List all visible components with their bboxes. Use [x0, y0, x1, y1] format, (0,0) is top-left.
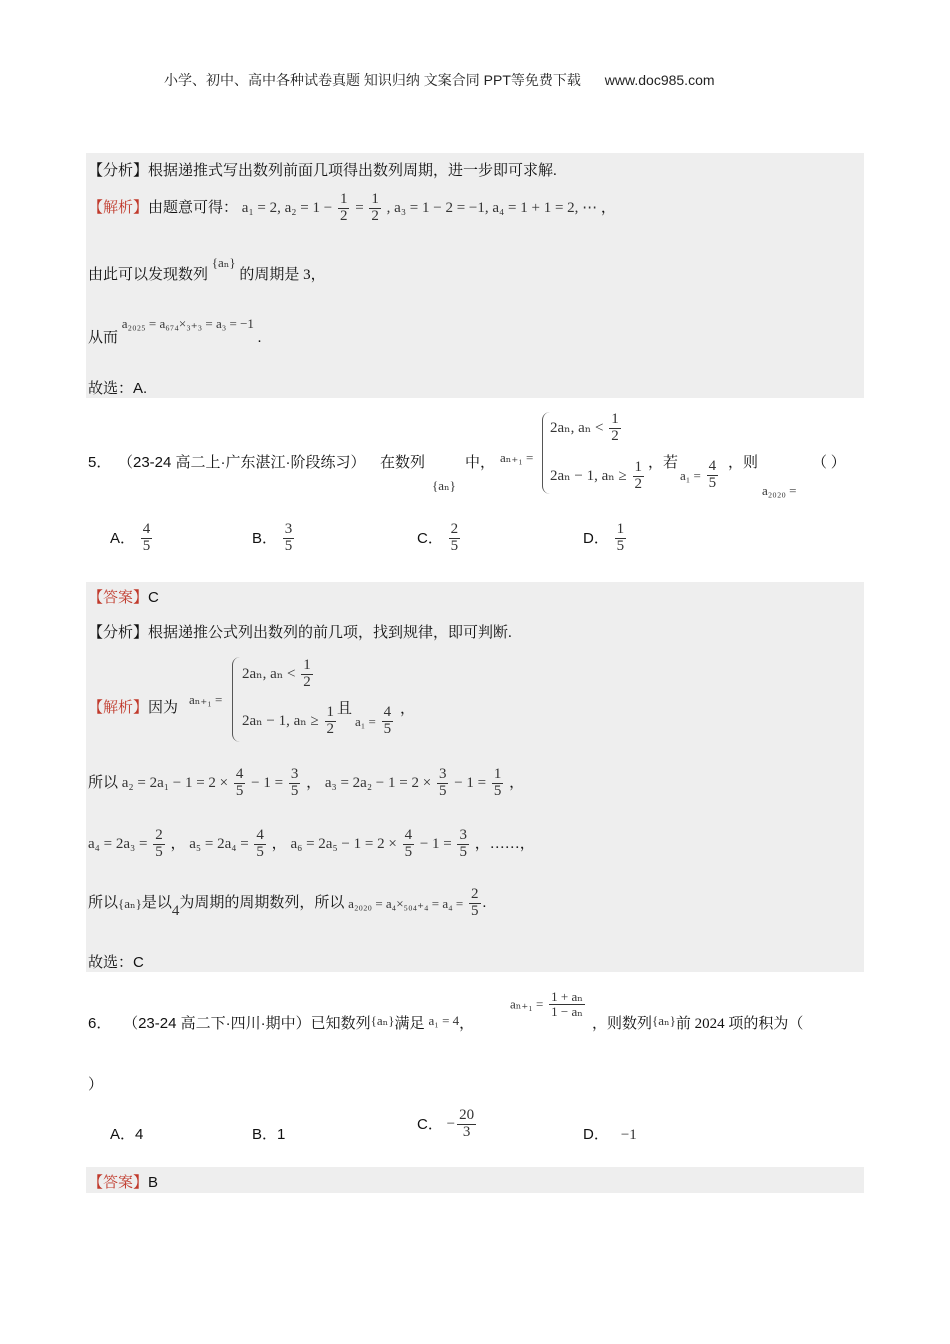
answer-block-q6 — [86, 1167, 864, 1193]
solution-tag: 【解析】 — [88, 199, 149, 216]
q5-answer-line — [88, 586, 159, 607]
q6-close-paren: ） — [88, 1077, 104, 1093]
q6-option-b[interactable]: B．1 — [252, 1126, 286, 1143]
q5-sol-case2: 2aₙ − 1, aₙ ≥ $\frac{1}{2}$ — [242, 704, 334, 737]
q5-seq: {aₙ} — [432, 478, 456, 493]
q5-text-a: 在数列 — [380, 455, 426, 471]
q5-solution-tag-line: 【解析】因为 — [88, 700, 179, 716]
period-text-a: 由此可以发现数列 — [88, 267, 209, 283]
solution-line-q4: 【解析】由题意可得： a₁ = 2, a₂ = 1 − $\frac{1}{2}$ = $\frac{1}{2}$ , a₃ = 1 − 2 = −1, a₄ = 1 + 1 = 2, ⋯ ， — [88, 191, 616, 224]
answer-value: C — [148, 589, 159, 606]
q5-sol-end: ， — [400, 701, 416, 717]
analysis-text: 根据递推公式列出数列的前几项，找到规律，即可判断. — [148, 625, 512, 641]
header-url[interactable]: www.doc985.com — [604, 72, 715, 88]
solution-tag: 【解析】 — [88, 700, 149, 716]
q6-recurrence: aₙ₊₁ = $\frac{\text{1 + aₙ}}{\text{1 − aₙ}}$ — [510, 989, 583, 1019]
sequence-symbol: {aₙ} — [211, 255, 236, 270]
q5-option-c[interactable]: C． $\frac{2}{5}$ — [417, 521, 459, 554]
q5-line-a4-a6: a₄ = 2a₃ = $\frac{2}{5}$ ， a₅ = 2a₄ = $\frac{4}{5}$ ， a₆ = 2a₅ − 1 = 2 × $\frac{4}{5}$ − 1 = $\frac{3}{5}$ ，……， — [88, 827, 535, 860]
analysis-tag: 【分析】 — [88, 163, 149, 179]
choice-line-q5: 故选：C — [88, 954, 144, 971]
q5-paren: （ ） — [812, 455, 846, 471]
analysis-line-q4 — [88, 159, 557, 180]
q5-sol-lhs: aₙ₊₁ = — [189, 692, 223, 707]
q5-case1: 2aₙ, aₙ < $\frac{1}{2}$ — [550, 411, 619, 444]
q5-case2: 2aₙ − 1, aₙ ≥ $\frac{1}{2}$ — [550, 459, 642, 492]
period-text-b: 的周期是 3， — [239, 267, 326, 283]
formula-line1: a₁ = 2, a₂ = 1 − $\frac{1}{2}$ = $\frac{1}{2}$ , a₃ = 1 − 2 = −1, a₄ = 1 + 1 = 2, ⋯ — [241, 191, 598, 224]
q6-option-c[interactable]: C． − $\frac{20}{3}$ — [417, 1107, 475, 1140]
q6-number: 6． — [88, 1015, 112, 1032]
q6-answer-line — [88, 1171, 158, 1192]
solution-intro: 由题意可得： — [148, 199, 239, 216]
q5-sol-and: 且 — [337, 701, 353, 717]
q6-line: 6． （23-24 高二下·四川·期中）已知数列{aₙ}满足 a₁ = 4， — [88, 1013, 475, 1032]
q5-sol-case1: 2aₙ, aₙ < $\frac{1}{2}$ — [242, 657, 311, 690]
page-header — [164, 70, 715, 90]
q6-source: （23-24 高二下·四川·期中） — [123, 1015, 311, 1032]
choice-line-q4: 故选：A. — [88, 380, 148, 397]
q5-text-d: ，则 — [728, 455, 759, 471]
q5-option-a[interactable]: A． $\frac{4}{5}$ — [110, 521, 151, 554]
q5-source: （23-24 高二上·广东湛江·阶段练习） — [118, 454, 366, 471]
header-text: 小学、初中、高中各种试卷真题 知识归纳 文案合同 PPT等免费下载 — [164, 72, 581, 88]
q6-option-d[interactable]: D． −1 — [583, 1126, 637, 1143]
q6-line-b: ，则数列{aₙ}前 2024 项的积为（ — [592, 1013, 804, 1032]
q5-text-b: 中， — [465, 455, 496, 471]
q5-line-period: 所以{aₙ}是以4为周期的周期数列，所以 a₂₀₂₀ = a₄×₅₀₄₊₄ = a₄ = $\frac{2}{5}$ . — [88, 886, 487, 919]
formula-a2025: a₂₀₂₅ = a₆₇₄×₃₊₃ = a₃ = −1 — [121, 316, 254, 331]
answer-tag: 【答案】 — [88, 590, 149, 606]
q6-option-a[interactable]: A．4 — [110, 1126, 144, 1143]
therefore-label: 从而 — [88, 330, 119, 346]
period-line-q4 — [88, 255, 326, 284]
q5-option-d[interactable]: D． $\frac{1}{5}$ — [583, 521, 625, 554]
q5-sol-a1: a₁ = $\frac{4}{5}$ — [355, 704, 392, 737]
analysis-tag: 【分析】 — [88, 625, 149, 641]
q5-number: 5． — [88, 454, 112, 471]
answer-value: B — [148, 1174, 159, 1191]
q5-analysis-line — [88, 621, 512, 642]
q5-line-a2-a3: 所以 a₂ = 2a₁ − 1 = 2 × $\frac{4}{5}$ − 1 = $\frac{3}{5}$ ， a₃ = 2a₂ − 1 = 2 × $\frac{3}{5}$ − 1 = $\frac{1}{5}$ ， — [88, 766, 525, 799]
q5-lhs: aₙ₊₁ = — [500, 450, 534, 465]
analysis-text: 根据递推式写出数列前面几项得出数列周期，进一步即可求解. — [148, 163, 557, 179]
therefore-line-q4: 从而 a₂₀₂₅ = a₆₇₄×₃₊₃ = a₃ = −1 . — [88, 316, 262, 346]
q5-target: a₂₀₂₀ = — [762, 483, 797, 498]
q5-sol-brace — [232, 657, 241, 742]
answer-tag: 【答案】 — [88, 1175, 149, 1191]
q5-a1: a₁ = $\frac{4}{5}$ — [680, 458, 717, 491]
q5-text-c: ，若 — [648, 455, 679, 471]
q5-option-b[interactable]: B． $\frac{3}{5}$ — [252, 521, 293, 554]
